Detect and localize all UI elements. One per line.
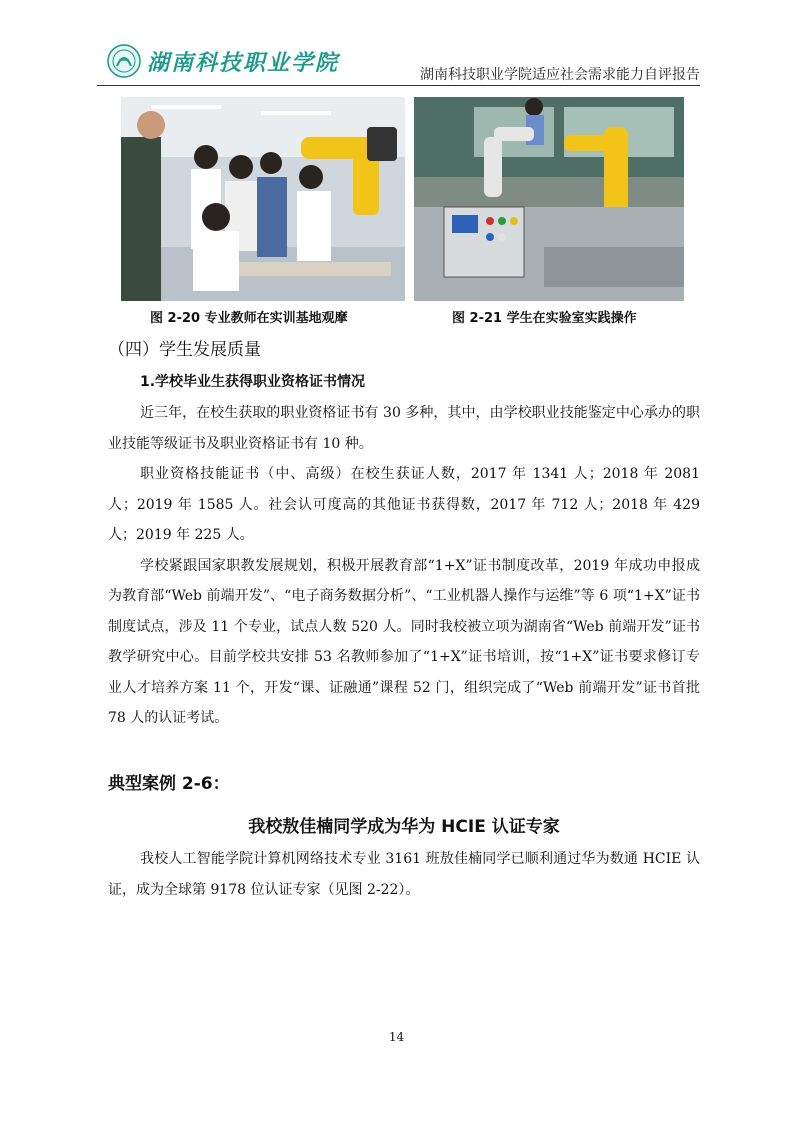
photo-teachers-observing xyxy=(121,97,405,301)
case-body xyxy=(108,844,700,905)
figure-caption: 图 2-20 专业教师在实训基地观摩 xyxy=(150,311,348,326)
header-divider xyxy=(97,85,700,86)
logo-calligraphy: 湖南科技职业学院 xyxy=(147,51,340,76)
school-logo-icon xyxy=(107,44,141,78)
report-title: 湖南科技职业学院适应社会需求能力自评报告 xyxy=(420,67,700,83)
case-title: 我校敖佳楠同学成为华为 HCIE 认证专家 xyxy=(248,817,560,837)
case-label: 典型案例 2-6： xyxy=(108,774,230,794)
photo-students-lab xyxy=(414,97,684,301)
figure-caption: 图 2-21 学生在实验室实践操作 xyxy=(452,311,637,326)
section-body xyxy=(108,398,700,734)
subsection-heading: 1.学校毕业生获得职业资格证书情况 xyxy=(140,374,366,390)
section-heading: （四）学生发展质量 xyxy=(108,340,261,360)
page-number: 14 xyxy=(388,1030,405,1044)
paragraph: 我校人工智能学院计算机网络技术专业 3161 班敖佳楠同学已顺利通过华为数通 HCIE 认证，成为全球第 9178 位认证专家（见图 2-22）。 xyxy=(108,851,700,898)
paragraph: 近三年，在校生获取的职业资格证书有 30 多种，其中，由学校职业技能鉴定中心承办的职业技能等级证书及职业资格证书有 10 种。 xyxy=(108,405,700,452)
paragraph: 职业资格技能证书（中、高级）在校生获证人数，2017 年 1341 人；2018 年 2081 人；2019 年 1585 人。社会认可度高的其他证书获得数，2017 年 712 人；2018 年 429 人；2019 年 225 人。 xyxy=(108,466,700,543)
paragraph: 学校紧跟国家职教发展规划，积极开展教育部“1+X”证书制度改革，2019 年成功申报成为教育部“Web 前端开发”、“电子商务数据分析”、“工业机器人操作与运维”等 6 项“1+X”证书制度试点，涉及 11 个专业，试点人数 520 人。同时我校被立项为湖南省“Web 前端开发”证书教学研究中心。目前学校共安排 53 名教师参加了“1+X”证书培训，按“1+X”证书要求修订专业人才培养方案 11 个，开发“课、证融通”课程 52 门，组织完成了“Web 前端开发”证书首批 78 人的认证考试。 xyxy=(108,557,700,726)
page-header xyxy=(97,40,700,86)
